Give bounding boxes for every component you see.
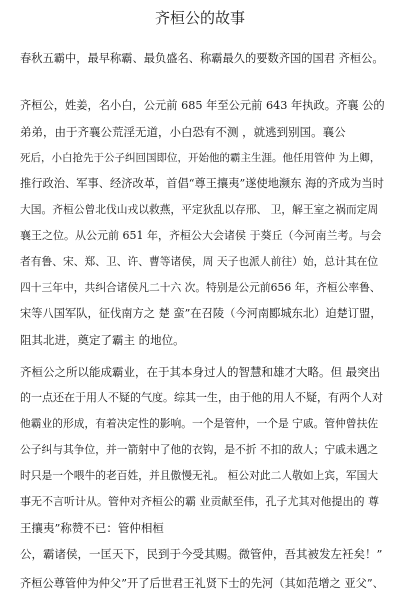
body-line: 公，霸诸侯，一匡天下，民到于今受其赐。微管仲，吾其被发左衽矣！” [20,547,383,561]
body-line: 王攘夷”称赞不已：管仲相桓 [20,521,164,535]
body-line: 公子纠与其争位，并一箭射中了他的衣钩，是不折 不扣的敌人；宁戚未遇之 [20,443,379,456]
body-line: 事无不言听计从。管仲对齐桓公的霸 业贡献至伟，孔子尤其对他提出的 尊 [20,495,379,508]
body-line: 大国。齐桓公曾北伐山戎以救燕，平定狄乱以存邢、 卫，解王室之祸而定周 [20,203,379,216]
body-line: 他霸业的形成，有着决定性的影响。一个是管仲，一个是 宁戚。管仲曾扶佐 [20,417,379,430]
body-line: 齐桓公，姓姜，名小白，公元前 685 年至公元前 643 年执政。齐襄 公的 [20,99,385,112]
document-title: 齐桓公的故事 [154,9,245,27]
body-line: 时只是一个喂牛的老百姓，并且傲慢无礼。 桓公对此二人敬如上宾，军国大 [20,469,379,482]
body-line: 弟弟，由于齐襄公荒淫无道，小白恐有不测 ，就逃到别国。襄公 [20,125,346,139]
body-line: 齐桓公之所以能成霸业，在于其本身过人的智慧和雄才大略。但 最突出 [20,365,381,379]
body-line: 襄王之位。从公元前 651 年，齐桓公大会诸侯 于葵丘（今河南兰考。与会 [20,229,382,242]
body-line: 推行政治、军事、经济改革，首倡“尊王攘夷”遂使地濒东 海的齐成为当时 [20,177,384,190]
body-line: 的一点还在于用人不疑的气度。综其一生，由于他的用人不疑，有两个人对 [20,391,383,404]
body-line: 四十三年中，共纠合诸侯凡二十六 次。特别是公元前656 年，齐桓公率鲁、 [20,281,381,294]
body-line: 齐桓公尊管仲为仲父”开了后世君王礼贤下士的先河（其如范增之 亚父”、 [20,577,384,590]
body-line: 春秋五霸中，最早称霸、最负盛名、称霸最久的要数齐国的国君 齐桓公。 [20,52,384,65]
body-line: 者有鲁、宋、郑、卫、许、曹等诸侯，周 天子也派人前往）始，总计其在位 [20,255,379,268]
body-line: 阻其北进，奠定了霸主 的地位。 [20,333,185,347]
body-line: 宋等八国军队，征伐南方之 楚 蛮”在召陵（今河南郾城东北）迫楚订盟， [20,307,382,320]
body-line: 死后，小白抢先于公子纠回国即位，开始他的霸主生涯。他任用管仲 为上卿， [20,152,381,164]
